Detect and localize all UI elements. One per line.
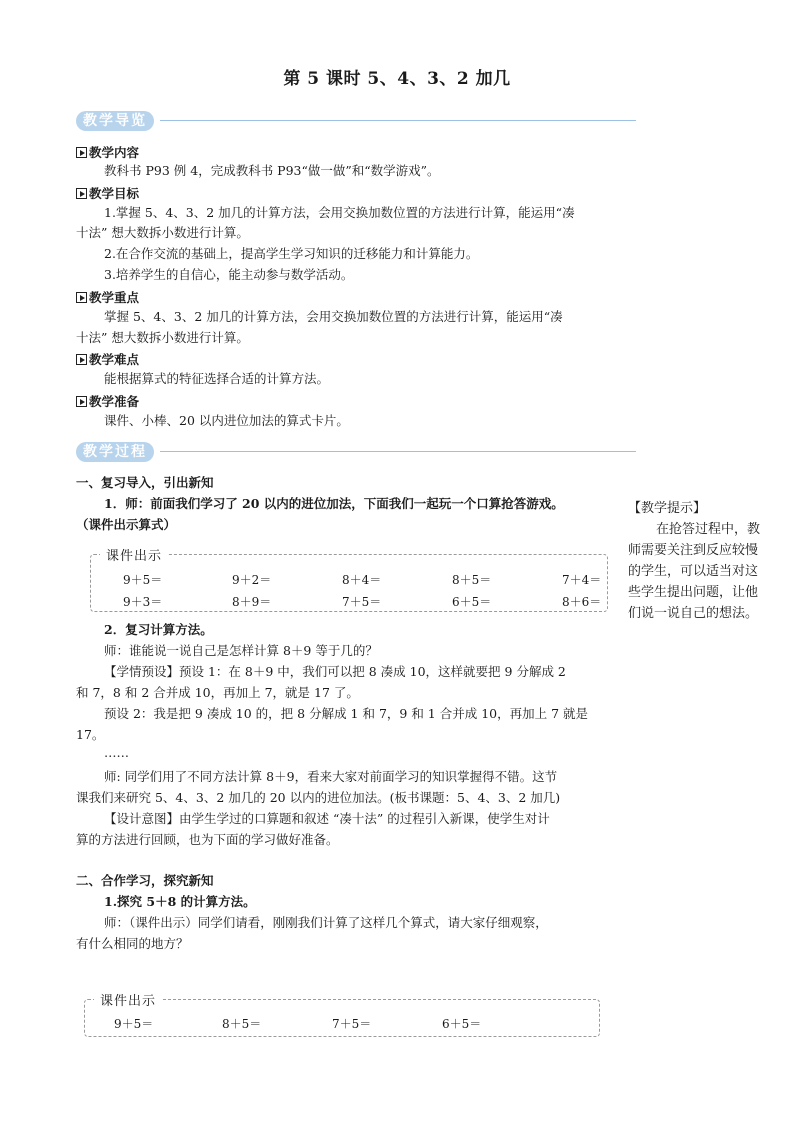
play-icon [76,147,87,158]
equation: 8＋4＝ [342,573,382,587]
part-2-heading: 二、合作学习，探究新知 [76,873,214,888]
preset-1-line-1: 【学情预设】预设 1：在 8＋9 中，我们可以把 8 凑成 10，这样就要把 9 分解成 2 [104,664,566,679]
preparation-text: 课件、小棒、20 以内进位加法的算式卡片。 [104,413,349,428]
part-1-line-1: 1．师：前面我们学习了 20 以内的进位加法，下面我们一起玩一个口算抢答游戏。 [104,496,564,511]
heading-content: 教学内容 [76,143,139,161]
tip-line: 些学生提出问题，让他 [628,585,759,600]
key-line-1: 掌握 5、4、3、2 加几的计算方法，会用交换加数位置的方法进行计算，能运用“凑 [104,309,563,324]
tip-heading: 【教学提示】 [628,501,707,516]
goal-3: 3.培养学生的自信心，能主动参与数学活动。 [104,267,354,282]
equation: 7＋5＝ [332,1017,372,1031]
equation: 9＋5＝ [114,1017,154,1031]
section-header-guide [76,110,154,130]
goal-1-line-1: 1.掌握 5、4、3、2 加几的计算方法，会用交换加数位置的方法进行计算，能运用“凑 [104,205,575,220]
page-title: 第 5 课时 5、4、3、2 加几 [283,69,511,89]
part-2-text-line-1: 师：（课件出示）同学们请看，刚刚我们计算了这样几个算式，请大家仔细观察， [104,915,548,930]
section-badge-guide: 教学导览 [76,111,154,131]
teacher-summary-line-2: 课我们来研究 5、4、3、2 加几的 20 以内的进位加法。(板书课题：5、4、3、2 加几) [76,790,561,805]
difficulty-text: 能根据算式的特征选择合适的计算方法。 [104,371,330,386]
part-2-sub-1: 1.探究 5＋8 的计算方法。 [104,894,256,909]
design-intent-line-1: 【设计意图】由学生学过的口算题和叙述 “凑十法” 的过程引入新课，使学生对计 [104,811,550,826]
equation: 8＋5＝ [452,573,492,587]
play-icon [76,354,87,365]
content-text: 教科书 P93 例 4，完成教科书 P93“做一做”和“数学游戏”。 [104,163,440,178]
heading-preparation: 教学准备 [76,392,139,410]
equation: 9＋3＝ [123,595,163,609]
heading-goals: 教学目标 [76,184,139,202]
section-rule [160,120,636,121]
equation: 7＋4＝ [562,573,602,587]
equation: 7＋5＝ [342,595,382,609]
tip-line: 的学生，可以适当对这 [628,564,759,579]
teacher-summary-line-1: 师: 同学们用了不同方法计算 8＋9，看来大家对前面学习的知识掌握得不错。这节 [104,769,558,784]
equation: 6＋5＝ [442,1017,482,1031]
part-2-text-line-2: 有什么相同的地方？ [76,936,189,951]
ellipsis: …… [104,745,129,760]
play-icon [76,396,87,407]
heading-difficulty: 教学难点 [76,350,139,368]
goal-1-line-2: 十法” 想大数拆小数进行计算。 [76,225,249,240]
equation: 8＋9＝ [232,595,272,609]
goal-2: 2.在合作交流的基础上，提高学生学习知识的迁移能力和计算能力。 [104,246,479,261]
preset-2-line-2: 17。 [76,727,105,742]
tip-line: 师需要关注到反应较慢 [628,543,759,558]
courseware-label: 课件出示 [100,545,168,564]
design-intent-line-2: 算的方法进行回顾，也为下面的学习做好准备。 [76,832,339,847]
courseware-label: 课件出示 [94,990,162,1009]
play-icon [76,292,87,303]
heading-key: 教学重点 [76,288,139,306]
part-1-heading: 一、复习导入，引出新知 [76,475,214,490]
tip-line: 们说一说自己的想法。 [628,606,759,621]
section-badge-process: 教学过程 [76,442,154,462]
preset-1-line-2: 和 7，8 和 2 合并成 10，再加上 7，就是 17 了。 [76,685,359,700]
preset-2-line-1: 预设 2：我是把 9 凑成 10 的，把 8 分解成 1 和 7，9 和 1 合并成 10，再加上 7 就是 [104,706,589,721]
section-header-process [76,441,154,461]
play-icon [76,188,87,199]
part-1-sub-2: 2．复习计算方法。 [104,622,213,637]
teacher-question: 师：谁能说一说自己是怎样计算 8＋9 等于几的？ [104,643,378,658]
equation: 8＋5＝ [222,1017,262,1031]
equation: 6＋5＝ [452,595,492,609]
equation: 9＋5＝ [123,573,163,587]
equation: 8＋6＝ [562,595,602,609]
section-rule [160,451,636,452]
part-1-line-2: （课件出示算式） [76,517,177,532]
key-line-2: 十法” 想大数拆小数进行计算。 [76,330,249,345]
equation: 9＋2＝ [232,573,272,587]
tip-line: 在抢答过程中，教 [656,522,761,537]
